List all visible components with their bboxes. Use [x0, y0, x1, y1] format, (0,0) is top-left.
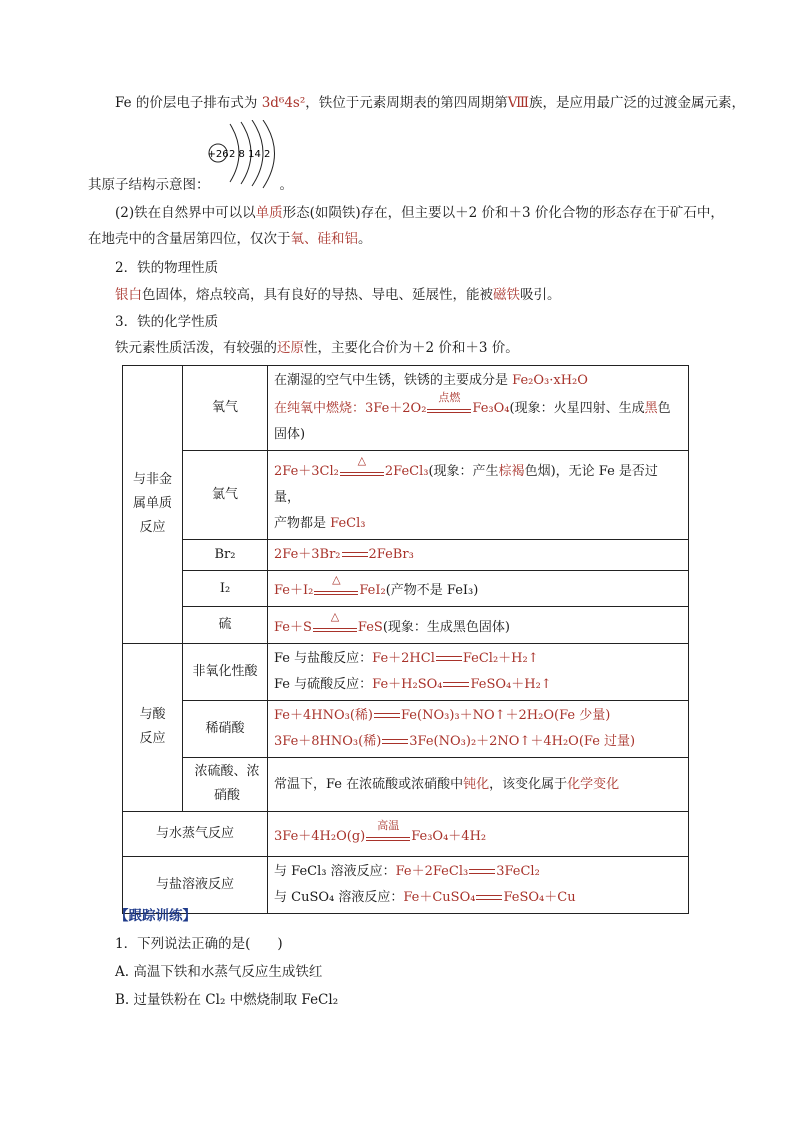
oxygen-reaction: 在潮湿的空气中生锈，铁锈的主要成分是 Fe₂O₃·xH₂O 在纯氧中燃烧：3Fe＋2O₂ 点燃 Fe₃O₄(现象：火星四射、生成黑色 固体): [268, 366, 689, 451]
nonoxidizing-acid-reaction: Fe 与盐酸反应：Fe＋2HCl FeCl₂＋H₂↑ Fe 与硫酸反应：Fe＋H₂SO₄ FeSO₄＋H₂↑: [268, 644, 689, 701]
heat-condition-arrow: △: [340, 465, 384, 479]
iron-reactions-table: [122, 365, 689, 914]
table-row-oxygen: [123, 366, 689, 451]
sulfur-reaction: Fe＋S △ FeS(现象：生成黑色固体): [268, 607, 689, 644]
intro-text: (2)铁在自然界中可以以: [115, 205, 256, 221]
ignite-condition-arrow: 点燃: [427, 402, 471, 416]
intro-text: Fe 的价层电子排布式为: [115, 95, 262, 111]
table-row-sulfur: [123, 607, 689, 644]
high-temp-condition-arrow: 高温: [366, 830, 410, 844]
dilute-nitric-reaction: Fe＋4HNO₃(稀) Fe(NO₃)₃＋NO↑＋2H₂O(Fe 少量) 3Fe＋8HNO₃(稀) 3Fe(NO₃)₂＋2NO↑＋4H₂O(Fe 过量): [268, 701, 689, 758]
section-3-text: [115, 338, 519, 358]
intro-text: 其原子结构示意图：: [88, 177, 210, 193]
intro-line-2: [88, 175, 293, 195]
intro-text: 。: [358, 231, 372, 247]
section-3-heading: 3．铁的化学性质: [115, 314, 219, 330]
table-row-chlorine: [123, 451, 689, 540]
heat-condition-arrow: △: [313, 621, 357, 635]
steam-reaction: 3Fe＋4H₂O(g) 高温 Fe₃O₄＋4H₂: [268, 812, 689, 857]
option-b[interactable]: B. 过量铁粉在 Cl₂ 中燃烧制取 FeCl₂: [115, 992, 339, 1008]
reactant-iodine: I₂: [183, 571, 268, 607]
intro-line-3: [115, 203, 724, 223]
atom-nucleus: +26: [208, 149, 229, 160]
group-label-salt: 与盐溶液反应: [123, 857, 268, 914]
reducing-term: 还原: [277, 340, 304, 356]
group-label-steam: 与水蒸气反应: [123, 812, 268, 857]
reactant-bromine: Br₂: [183, 540, 268, 571]
electron-config: 3d⁶4s²: [261, 95, 306, 111]
intro-line-4: [88, 229, 372, 249]
concentrated-acid-reaction: 常温下，Fe 在浓硫酸或浓硝酸中钝化，该变化属于化学变化: [268, 758, 689, 812]
table-row-iodine: [123, 571, 689, 607]
reactant-chlorine: 氯气: [183, 451, 268, 540]
section-2-heading: 2．铁的物理性质: [115, 260, 219, 276]
table-row-dilute-nitric: [123, 701, 689, 758]
elements-term: 氧、硅和铝: [290, 231, 358, 247]
color-term: 银白: [115, 287, 142, 303]
body-text: 性，主要化合价为＋2 价和＋3 价。: [304, 340, 519, 356]
reactant-oxygen: 氧气: [183, 366, 268, 451]
reactant-concentrated-acid: 浓硫酸、浓硝酸: [183, 758, 268, 812]
group-label-nonmetal: 与非金属单质反应: [123, 366, 183, 644]
intro-text: 。: [279, 177, 293, 193]
group-number: Ⅷ: [507, 95, 530, 111]
option-a[interactable]: A. 高温下铁和水蒸气反应生成铁红: [115, 964, 323, 980]
section-2-text: [115, 285, 561, 305]
body-text: 色固体，熔点较高，具有良好的导热、导电、延展性，能被: [142, 287, 493, 303]
intro-text: 族，是应用最广泛的过渡金属元素，: [529, 95, 746, 111]
table-row-bromine: [123, 540, 689, 571]
table-row-concentrated-acid: [123, 758, 689, 812]
reactant-dilute-nitric-acid: 稀硝酸: [183, 701, 268, 758]
practice-heading: 【跟踪训练】: [115, 908, 196, 924]
table-row-steam: [123, 812, 689, 857]
iodine-reaction: Fe＋I₂ △ FeI₂(产物不是 FeI₃): [268, 571, 689, 607]
intro-text: 在地壳中的含量居第四位，仅次于: [88, 231, 291, 247]
magnet-term: 磁铁: [493, 287, 520, 303]
group-label-acid: 与酸反应: [123, 644, 183, 812]
reactant-nonoxidizing-acid: 非氧化性酸: [183, 644, 268, 701]
chlorine-reaction: 2Fe＋3Cl₂ △ 2FeCl₃(现象：产生棕褐色烟)，无论 Fe 是否过量， 产物都是 FeCl₃: [268, 451, 689, 540]
intro-text: 形态(如陨铁)存在，但主要以＋2 价和＋3 价化合物的形态存在于矿石中，: [282, 205, 724, 221]
state-term: 单质: [255, 205, 283, 221]
salt-solution-reaction: 与 FeCl₃ 溶液反应：Fe＋2FeCl₃ 3FeCl₂ 与 CuSO₄ 溶液反应：Fe＋CuSO₄ FeSO₄＋Cu: [268, 857, 689, 914]
table-row-nonoxidizing-acid: [123, 644, 689, 701]
table-row-salt-solution: [123, 857, 689, 914]
intro-line-1: [115, 93, 745, 113]
bromine-reaction: 2Fe＋3Br₂ 2FeBr₃: [268, 540, 689, 571]
body-text: 铁元素性质活泼，有较强的: [115, 340, 277, 356]
body-text: 吸引。: [520, 287, 561, 303]
question-1: 1．下列说法正确的是( ): [115, 936, 283, 952]
atom-shells: 2 8 14 2: [229, 149, 271, 160]
heat-condition-arrow: △: [314, 584, 358, 598]
intro-text: ，铁位于元素周期表的第四周期第: [305, 95, 508, 111]
reactant-sulfur: 硫: [183, 607, 268, 644]
